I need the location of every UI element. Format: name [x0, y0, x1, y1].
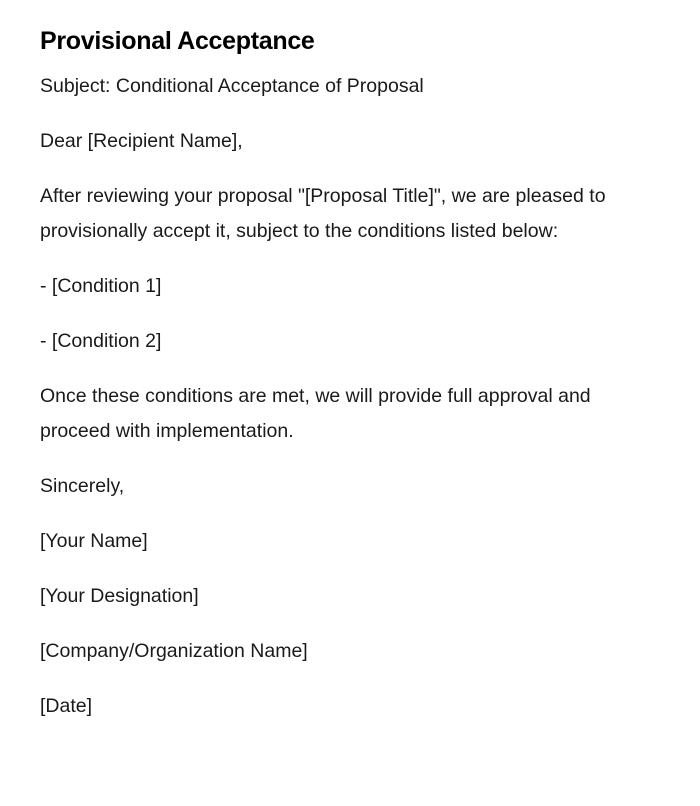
signature-date: [Date] — [40, 695, 93, 717]
intro-paragraph: After reviewing your proposal "[Proposal Title]", we are pleased to provisionally accept it, subject to the conditions listed below: — [40, 185, 606, 242]
signature-name: [Your Name] — [40, 530, 148, 552]
signoff: Sincerely, — [40, 475, 125, 497]
signature-organization: [Company/Organization Name] — [40, 640, 308, 662]
condition-item-1: - [Condition 1] — [40, 275, 162, 297]
greeting: Dear [Recipient Name], — [40, 130, 243, 152]
subject-line: Subject: Conditional Acceptance of Proposal — [40, 75, 424, 97]
closing-paragraph: Once these conditions are met, we will provide full approval and proceed with implementation. — [40, 385, 591, 442]
signature-designation: [Your Designation] — [40, 585, 199, 607]
document-title: Provisional Acceptance — [40, 27, 315, 55]
condition-item-2: - [Condition 2] — [40, 330, 162, 352]
